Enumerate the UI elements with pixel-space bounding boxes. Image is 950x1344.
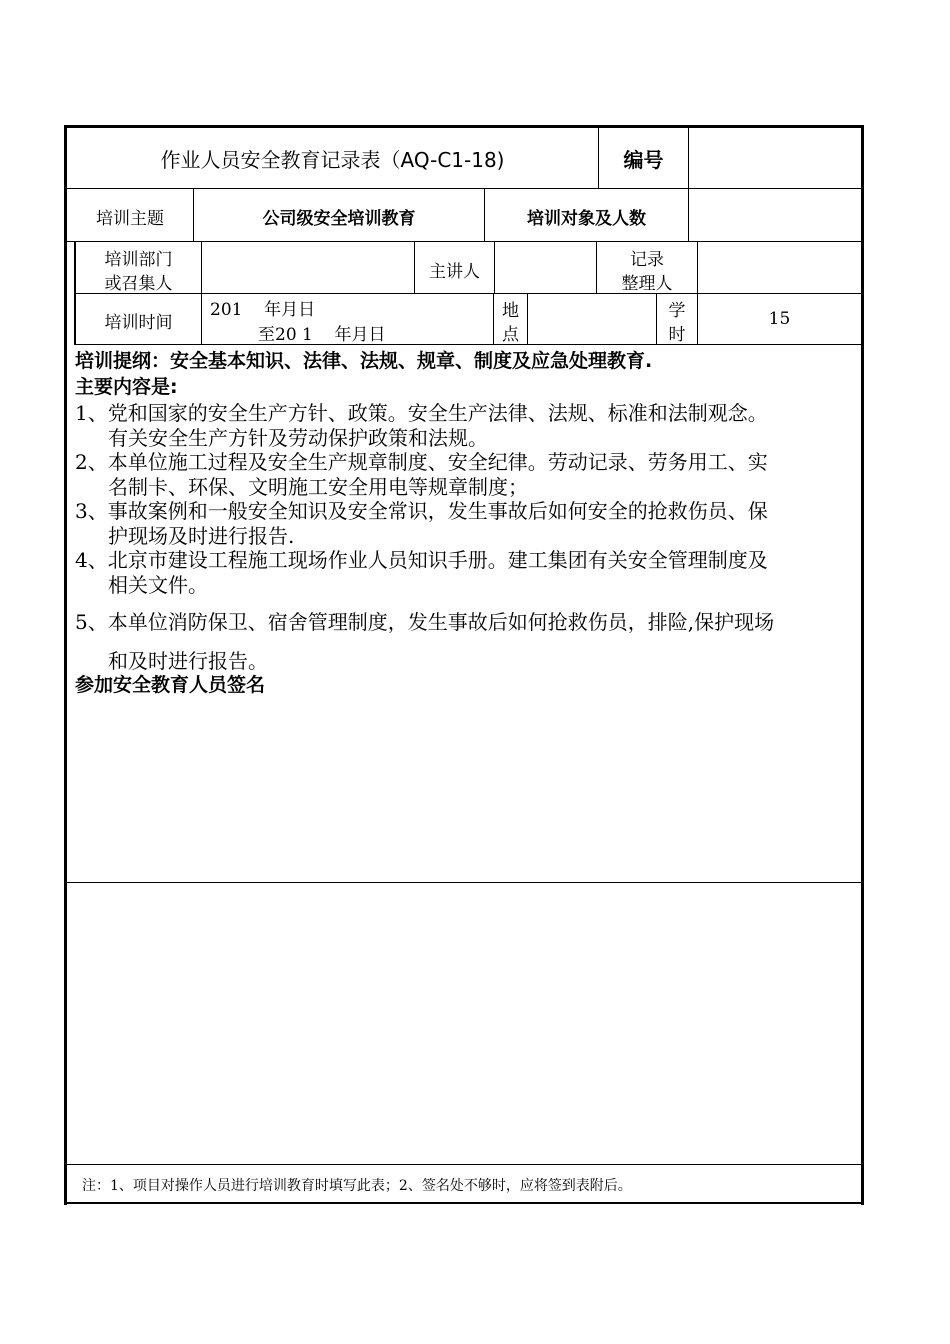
training-outline: 培训提纲：安全基本知识、法律、法规、规章、制度及应急处理教育.	[75, 350, 653, 372]
content-item-5-line1: 5、本单位消防保卫、宿舍管理制度，发生事故后如何抢救伤员，排险,保护现场	[75, 610, 775, 634]
content-item-1-line2: 有关安全生产方针及劳动保护政策和法规。	[108, 426, 488, 450]
hours-label-line2: 时	[668, 325, 686, 345]
content-item-4-line1: 4、北京市建设工程施工现场作业人员知识手册。建工集团有关安全管理制度及	[75, 548, 768, 572]
place-value[interactable]	[533, 307, 651, 329]
rule-under-time	[74, 344, 864, 345]
dept-label-line1: 培训部门	[104, 250, 173, 270]
vrule-title-2	[688, 125, 689, 189]
content-item-3-line2: 护现场及时进行报告.	[108, 524, 295, 548]
vrule-time-3	[527, 293, 528, 345]
audience-label: 培训对象及人数	[527, 209, 646, 229]
content-item-1-line1: 1、党和国家的安全生产方针、政策。安全生产法律、法规、标准和法制观念。	[75, 401, 768, 425]
time-label: 培训时间	[104, 313, 173, 333]
content-item-2-line1: 2、本单位施工过程及安全生产规章制度、安全纪律。劳动记录、劳务用工、实	[75, 450, 768, 474]
lecturer-value[interactable]	[500, 255, 590, 277]
topic-label: 培训主题	[96, 209, 164, 229]
vrule-topic-3	[688, 188, 689, 242]
number-value[interactable]	[700, 146, 850, 170]
number-label: 编号	[623, 148, 664, 172]
recorder-label-line2: 整理人	[621, 274, 673, 294]
outer-border-right	[861, 125, 864, 1205]
content-item-5-line2: 和及时进行报告。	[108, 649, 268, 673]
dept-label-line2: 或召集人	[104, 274, 173, 294]
hours-value: 15	[768, 309, 791, 329]
outer-border-bottom	[64, 1202, 864, 1204]
main-content-heading: 主要内容是:	[75, 376, 178, 398]
vrule-dept-1	[201, 241, 202, 294]
rule-under-signature	[64, 882, 864, 883]
signature-heading: 参加安全教育人员签名	[75, 674, 266, 696]
dept-value[interactable]	[210, 255, 405, 277]
place-label-line1: 地	[502, 301, 519, 321]
time-line2: 至20 1 年月日	[258, 325, 386, 345]
recorder-value[interactable]	[705, 255, 855, 277]
place-label-line2: 点	[502, 325, 519, 345]
content-item-2-line2: 名制卡、环保、文明施工安全用电等规章制度；	[108, 475, 528, 499]
extra-signature-area[interactable]	[67, 884, 861, 1163]
rule-under-topic	[64, 241, 864, 242]
content-item-3-line1: 3、事故案例和一般安全知识及安全常识，发生事故后如何安全的抢救伤员、保	[75, 499, 768, 523]
vrule-time-1	[201, 293, 202, 345]
footer-note: 注：1、项目对操作人员进行培训教育时填写此表；2、签名处不够时，应将签到表附后。	[82, 1178, 632, 1194]
vrule-dept-5	[697, 241, 698, 294]
content-item-4-line2: 相关文件。	[108, 573, 208, 597]
topic-value: 公司级安全培训教育	[262, 209, 416, 229]
recorder-label-line1: 记录	[630, 250, 664, 270]
hours-label-line1: 学	[668, 301, 686, 321]
rule-above-note	[64, 1164, 864, 1165]
form-title: 作业人员安全教育记录表（AQ-C1-18)	[160, 148, 505, 172]
time-line1: 201 年月日	[210, 300, 316, 320]
outer-border-top	[64, 125, 864, 128]
rule-under-title	[64, 188, 864, 189]
signature-area[interactable]	[67, 695, 861, 881]
lecturer-label: 主讲人	[429, 262, 480, 282]
vrule-dept-3	[494, 241, 495, 294]
audience-value[interactable]	[700, 204, 850, 226]
